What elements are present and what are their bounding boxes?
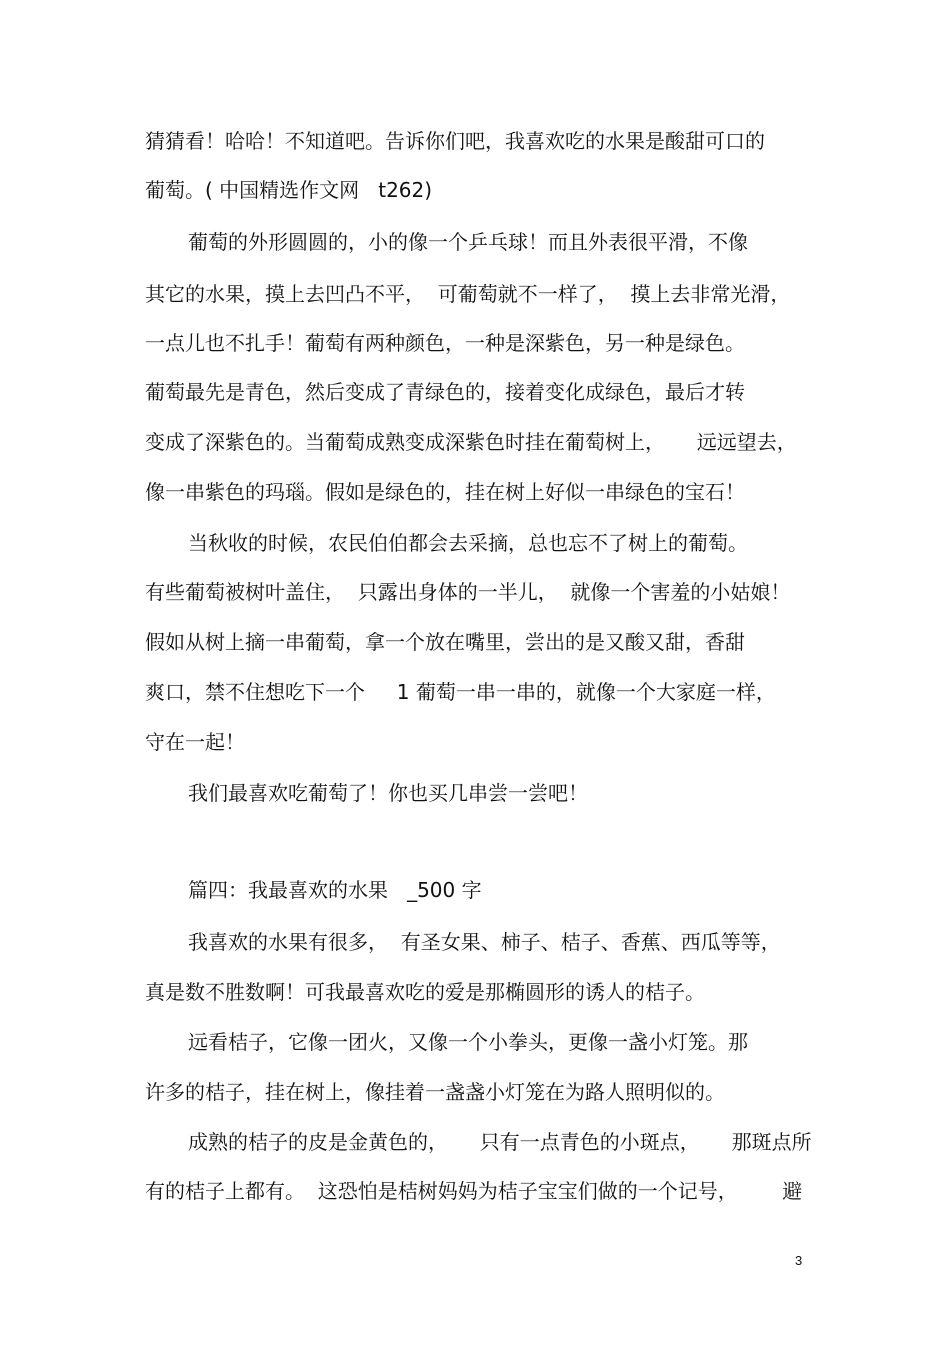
text-line-14: 我们最喜欢吃葡萄了！你也买几串尝一尝吧！ — [188, 781, 588, 805]
text-line-8: 像一串紫色的玛瑙。假如是绿色的，挂在树上好似一串绿色的宝石！ — [145, 480, 745, 504]
text-line-11: 假如从树上摘一串葡萄，拿一个放在嘴里，尝出的是又酸又甜，香甜 — [145, 630, 745, 654]
text-line-13: 守在一起！ — [145, 730, 245, 754]
text-line-20: 有的桔子上都有。 这恐怕是桔树妈妈为桔子宝宝们做的一个记号， 避 — [145, 1179, 803, 1203]
text-line-12: 爽口，禁不住想吃下一个 1 葡萄一串一串的，就像一个大家庭一样， — [145, 680, 776, 704]
text-line-2: 葡萄。( 中国精选作文网 t262) — [145, 178, 433, 202]
text-line-9: 当秋收的时候，农民伯伯都会去采摘，总也忘不了树上的葡萄。 — [188, 531, 748, 555]
text-line-6: 葡萄最先是青色，然后变成了青绿色的，接着变化成绿色，最后才转 — [145, 380, 745, 404]
page-number: 3 — [795, 1253, 803, 1268]
text-line-19: 成熟的桔子的皮是金黄色的， 只有一点青色的小斑点， 那斑点所 — [188, 1130, 812, 1154]
text-line-10: 有些葡萄被树叶盖住， 只露出身体的一半儿， 就像一个害羞的小姑娘！ — [145, 580, 791, 604]
text-line-18: 许多的桔子，挂在树上，像挂着一盏盏小灯笼在为路人照明似的。 — [145, 1080, 725, 1104]
text-line-5: 一点儿也不扎手！葡萄有两种颜色，一种是深紫色，另一种是绿色。 — [145, 331, 745, 355]
text-line-4: 其它的水果，摸上去凹凸不平， 可葡萄就不一样了， 摸上去非常光滑， — [145, 282, 791, 306]
text-line-3: 葡萄的外形圆圆的，小的像一个乒乓球！而且外表很平滑，不像 — [188, 230, 748, 254]
section-heading: 篇四：我最喜欢的水果 _500 字 — [188, 878, 482, 902]
text-line-17: 远看桔子，它像一团火，又像一个小拳头，更像一盏小灯笼。那 — [188, 1030, 748, 1054]
text-line-16: 真是数不胜数啊！可我最喜欢吃的爱是那椭圆形的诱人的桔子。 — [145, 980, 705, 1004]
text-line-7: 变成了深紫色的。当葡萄成熟变成深紫色时挂在葡萄树上， 远远望去， — [145, 430, 797, 454]
text-line-1: 猜猜看！哈哈！不知道吧。告诉你们吧，我喜欢吃的水果是酸甜可口的 — [145, 129, 765, 153]
text-line-15: 我喜欢的水果有很多， 有圣女果、柿子、桔子、香蕉、西瓜等等， — [188, 930, 781, 954]
